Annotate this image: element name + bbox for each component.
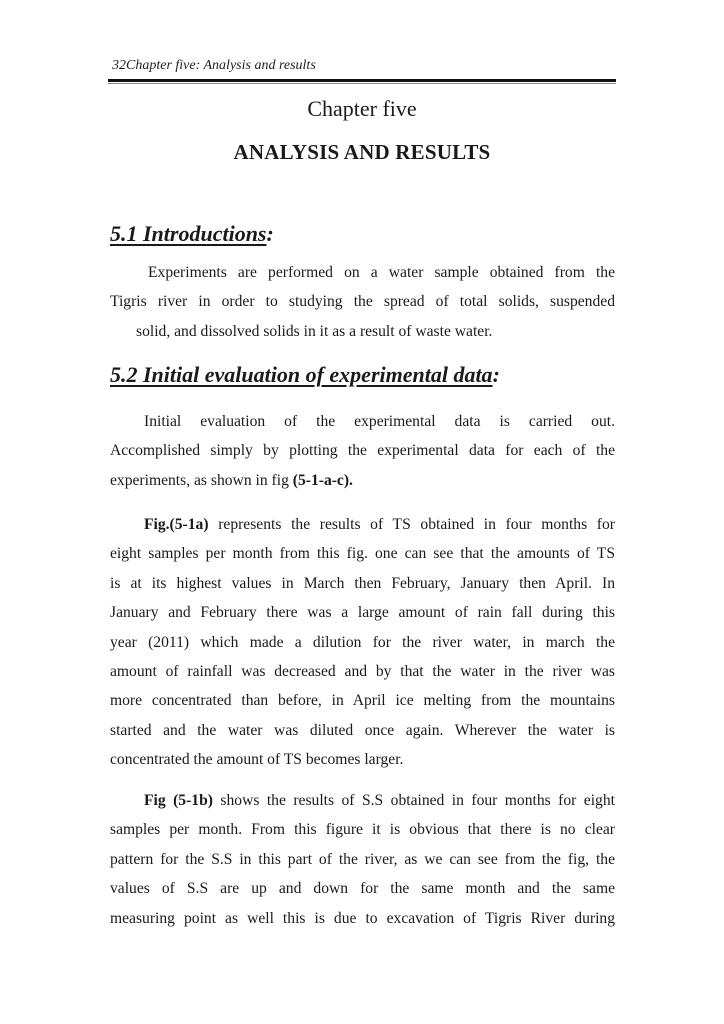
figure-reference: Fig (5-1b) — [144, 792, 213, 809]
paragraph-line-with-lead — [110, 786, 615, 815]
paragraph-line: pattern for the S.S in this part of the river, as we can see from the fig, the — [110, 850, 615, 868]
paragraph-text: experiments, as shown in fig — [110, 471, 293, 489]
section-heading-colon: : — [266, 221, 274, 246]
header-rule-thin — [108, 83, 616, 84]
paragraph-line: Experiments are performed on a water sample obtained from the — [148, 264, 615, 281]
header-rule — [108, 79, 616, 82]
paragraph-line-with-ref — [110, 466, 615, 495]
section-heading-text: 5.1 Introductions — [110, 221, 267, 246]
paragraph-initial-evaluation — [110, 407, 615, 495]
paragraph-fig-5-1a — [110, 510, 615, 775]
chapter-label: Chapter five — [307, 96, 417, 121]
running-header: 32Chapter five: Analysis and results — [112, 58, 316, 73]
paragraph-line: started and the water was diluted once again. Wherever the water is — [110, 721, 615, 739]
paragraph-line-with-lead — [110, 510, 615, 539]
paragraph-line: January and February there was a large amount of rain fall during this — [110, 604, 615, 622]
paragraph-fig-5-1b — [110, 786, 615, 933]
paragraph-text: shows the results of S.S obtained in four months for eight — [212, 792, 615, 809]
section-heading-colon: : — [492, 362, 500, 387]
paragraph-line: is at its highest values in March then February, January then April. In — [110, 574, 615, 592]
paragraph-line: eight samples per month from this fig. one can see that the amounts of TS — [110, 545, 615, 563]
figure-reference: (5-1-a-c). — [292, 471, 353, 489]
figure-reference: Fig.(5-1a) — [144, 516, 209, 533]
paragraph-line: samples per month. From this figure it is obvious that there is no clear — [110, 821, 615, 839]
paragraph-line: solid, and dissolved solids in it as a result of waste water. — [136, 322, 493, 340]
chapter-title: ANALYSIS AND RESULTS — [233, 140, 491, 164]
paragraph-line: measuring point as well this is due to excavation of Tigris River during — [110, 909, 615, 927]
paragraph-text: represents the results of TS obtained in four months for — [208, 516, 615, 533]
paragraph-line: Tigris river in order to studying the spread of total solids, suspended — [110, 293, 615, 311]
paragraph-line: amount of rainfall was decreased and by that the water in the river was — [110, 662, 615, 680]
section-heading-text: 5.2 Initial evaluation of experimental data — [110, 362, 493, 387]
paragraph-line: values of S.S are up and down for the same month and the same — [110, 880, 615, 898]
section-heading-5-1 — [110, 221, 274, 247]
paragraph-line: year (2011) which made a dilution for the river water, in march the — [110, 633, 615, 651]
paragraph-line: Accomplished simply by plotting the experimental data for each of the — [110, 442, 615, 460]
paragraph-line: concentrated the amount of TS becomes larger. — [110, 751, 404, 769]
section-heading-5-2 — [110, 362, 500, 388]
paragraph-line: Initial evaluation of the experimental data is carried out. — [144, 413, 615, 430]
paragraph-line: more concentrated than before, in April ice melting from the mountains — [110, 692, 615, 710]
paragraph-introduction — [110, 258, 615, 346]
